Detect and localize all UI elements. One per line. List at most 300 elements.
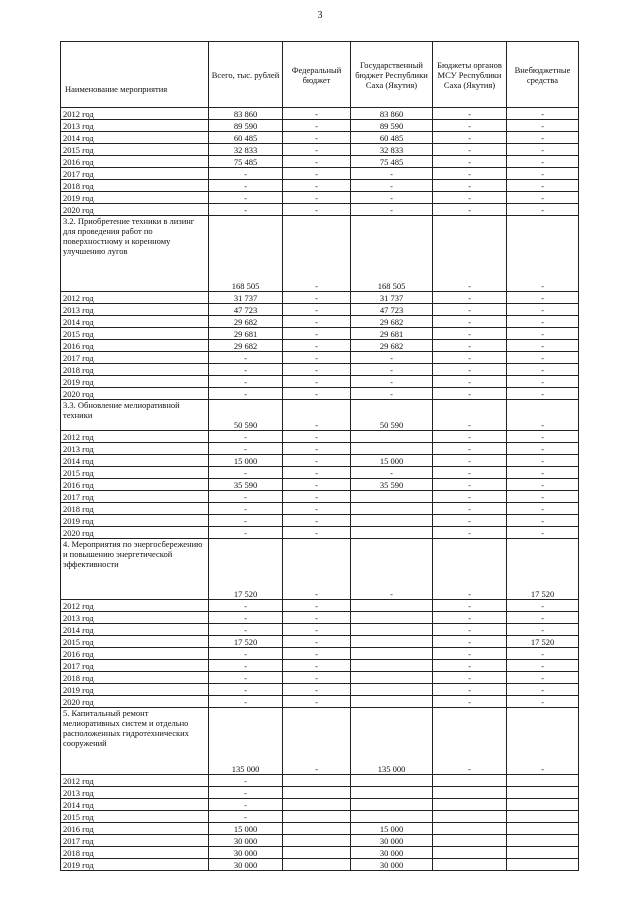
- total-cell: -: [209, 192, 283, 204]
- year-label: 2020 год: [61, 696, 209, 708]
- federal-cell: -: [283, 431, 351, 443]
- year-row: [61, 859, 579, 871]
- msu-cell: -: [433, 503, 507, 515]
- total-cell: -: [209, 696, 283, 708]
- year-label: 2017 год: [61, 660, 209, 672]
- extra-cell: -: [507, 204, 579, 216]
- section-header-row: [61, 539, 579, 600]
- state-cell: [351, 527, 433, 539]
- extra-cell: -: [507, 132, 579, 144]
- msu-cell: -: [433, 340, 507, 352]
- msu-cell: -: [433, 431, 507, 443]
- year-row: [61, 672, 579, 684]
- msu-cell: -: [433, 660, 507, 672]
- total-cell: 83 860: [209, 108, 283, 120]
- federal-cell: -: [283, 108, 351, 120]
- total-cell: -: [209, 376, 283, 388]
- table-body: [61, 108, 579, 871]
- total-cell: -: [209, 672, 283, 684]
- year-row: [61, 192, 579, 204]
- state-cell: 75 485: [351, 156, 433, 168]
- year-row: [61, 467, 579, 479]
- total-cell: -: [209, 503, 283, 515]
- extra-cell: -: [507, 180, 579, 192]
- msu-cell: -: [433, 108, 507, 120]
- msu-cell: -: [433, 600, 507, 612]
- federal-cell: -: [283, 696, 351, 708]
- year-row: [61, 316, 579, 328]
- extra-cell: -: [507, 491, 579, 503]
- total-cell: 47 723: [209, 304, 283, 316]
- year-label: 2020 год: [61, 527, 209, 539]
- total-cell: 29 682: [209, 316, 283, 328]
- total-cell: -: [209, 527, 283, 539]
- state-cell: 30 000: [351, 847, 433, 859]
- year-row: [61, 624, 579, 636]
- total-cell: -: [209, 204, 283, 216]
- year-label: 2019 год: [61, 192, 209, 204]
- year-row: [61, 847, 579, 859]
- year-row: [61, 364, 579, 376]
- year-label: 2013 год: [61, 304, 209, 316]
- year-label: 2019 год: [61, 859, 209, 871]
- msu-cell: -: [433, 636, 507, 648]
- msu-cell: -: [433, 376, 507, 388]
- section-total-cell: 135 000: [209, 708, 283, 775]
- total-cell: -: [209, 180, 283, 192]
- total-cell: -: [209, 491, 283, 503]
- year-label: 2018 год: [61, 180, 209, 192]
- total-cell: 30 000: [209, 835, 283, 847]
- year-row: [61, 292, 579, 304]
- year-label: 2017 год: [61, 352, 209, 364]
- extra-cell: [507, 835, 579, 847]
- extra-cell: -: [507, 624, 579, 636]
- federal-cell: [283, 799, 351, 811]
- federal-cell: -: [283, 204, 351, 216]
- federal-cell: -: [283, 515, 351, 527]
- section-extra-cell: -: [507, 400, 579, 431]
- extra-cell: -: [507, 192, 579, 204]
- state-cell: -: [351, 388, 433, 400]
- msu-cell: -: [433, 364, 507, 376]
- total-cell: -: [209, 515, 283, 527]
- state-cell: 15 000: [351, 823, 433, 835]
- msu-cell: -: [433, 168, 507, 180]
- msu-cell: -: [433, 443, 507, 455]
- year-row: [61, 648, 579, 660]
- total-cell: 30 000: [209, 859, 283, 871]
- total-cell: -: [209, 684, 283, 696]
- total-cell: 17 520: [209, 636, 283, 648]
- msu-cell: [433, 847, 507, 859]
- extra-cell: -: [507, 527, 579, 539]
- year-row: [61, 144, 579, 156]
- year-row: [61, 696, 579, 708]
- section-state-cell: 168 505: [351, 216, 433, 292]
- total-cell: -: [209, 775, 283, 787]
- state-cell: [351, 799, 433, 811]
- federal-cell: [283, 787, 351, 799]
- state-cell: [351, 787, 433, 799]
- msu-cell: -: [433, 156, 507, 168]
- msu-cell: -: [433, 612, 507, 624]
- extra-cell: -: [507, 352, 579, 364]
- extra-cell: [507, 847, 579, 859]
- state-cell: [351, 672, 433, 684]
- federal-cell: [283, 835, 351, 847]
- header-state: Государственный бюджет Республики Саха (Якутия): [351, 42, 433, 108]
- section-federal-cell: -: [283, 216, 351, 292]
- extra-cell: -: [507, 648, 579, 660]
- extra-cell: -: [507, 304, 579, 316]
- msu-cell: -: [433, 292, 507, 304]
- section-title: 4. Мероприятия по энергосбережению и повышению энергетической эффективности: [61, 539, 209, 600]
- extra-cell: -: [507, 156, 579, 168]
- section-federal-cell: -: [283, 708, 351, 775]
- year-row: [61, 799, 579, 811]
- section-header-row: [61, 400, 579, 431]
- section-extra-cell: -: [507, 216, 579, 292]
- state-cell: [351, 503, 433, 515]
- federal-cell: [283, 811, 351, 823]
- state-cell: 29 682: [351, 316, 433, 328]
- total-cell: 15 000: [209, 455, 283, 467]
- total-cell: -: [209, 168, 283, 180]
- header-federal: Федеральный бюджет: [283, 42, 351, 108]
- year-label: 2012 год: [61, 108, 209, 120]
- year-label: 2013 год: [61, 443, 209, 455]
- section-title: 5. Капитальный ремонт мелиоративных систем и отдельно расположенных гидротехнических сооружений: [61, 708, 209, 775]
- msu-cell: -: [433, 684, 507, 696]
- state-cell: 60 485: [351, 132, 433, 144]
- year-label: 2014 год: [61, 316, 209, 328]
- year-label: 2020 год: [61, 388, 209, 400]
- federal-cell: -: [283, 491, 351, 503]
- state-cell: 32 833: [351, 144, 433, 156]
- year-row: [61, 835, 579, 847]
- total-cell: -: [209, 660, 283, 672]
- year-label: 2019 год: [61, 684, 209, 696]
- year-label: 2012 год: [61, 431, 209, 443]
- section-state-cell: 50 590: [351, 400, 433, 431]
- federal-cell: -: [283, 340, 351, 352]
- state-cell: -: [351, 192, 433, 204]
- year-row: [61, 328, 579, 340]
- year-row: [61, 479, 579, 491]
- year-label: 2016 год: [61, 823, 209, 835]
- year-label: 2012 год: [61, 775, 209, 787]
- state-cell: [351, 684, 433, 696]
- state-cell: -: [351, 180, 433, 192]
- msu-cell: -: [433, 204, 507, 216]
- msu-cell: -: [433, 527, 507, 539]
- msu-cell: [433, 787, 507, 799]
- year-label: 2017 год: [61, 491, 209, 503]
- year-row: [61, 600, 579, 612]
- state-cell: 89 590: [351, 120, 433, 132]
- total-cell: -: [209, 811, 283, 823]
- section-msu-cell: -: [433, 539, 507, 600]
- section-msu-cell: -: [433, 708, 507, 775]
- total-cell: -: [209, 787, 283, 799]
- extra-cell: [507, 787, 579, 799]
- year-label: 2015 год: [61, 144, 209, 156]
- section-title: 3.3. Обновление мелиоративной техники: [61, 400, 209, 431]
- total-cell: 89 590: [209, 120, 283, 132]
- msu-cell: -: [433, 144, 507, 156]
- total-cell: -: [209, 648, 283, 660]
- state-cell: -: [351, 352, 433, 364]
- state-cell: [351, 612, 433, 624]
- section-state-cell: -: [351, 539, 433, 600]
- federal-cell: [283, 775, 351, 787]
- federal-cell: -: [283, 624, 351, 636]
- year-row: [61, 455, 579, 467]
- federal-cell: -: [283, 376, 351, 388]
- header-extra: Внебюджетные средства: [507, 42, 579, 108]
- total-cell: 30 000: [209, 847, 283, 859]
- section-federal-cell: -: [283, 400, 351, 431]
- section-total-cell: 17 520: [209, 539, 283, 600]
- state-cell: [351, 624, 433, 636]
- federal-cell: -: [283, 120, 351, 132]
- msu-cell: -: [433, 491, 507, 503]
- total-cell: -: [209, 388, 283, 400]
- header-name: Наименование мероприятия: [61, 42, 209, 108]
- year-label: 2016 год: [61, 479, 209, 491]
- msu-cell: [433, 835, 507, 847]
- header-total: Всего, тыс. рублей: [209, 42, 283, 108]
- year-row: [61, 120, 579, 132]
- year-label: 2019 год: [61, 515, 209, 527]
- year-label: 2014 год: [61, 624, 209, 636]
- msu-cell: -: [433, 304, 507, 316]
- msu-cell: -: [433, 455, 507, 467]
- federal-cell: -: [283, 467, 351, 479]
- year-row: [61, 527, 579, 539]
- year-label: 2016 год: [61, 648, 209, 660]
- total-cell: 29 681: [209, 328, 283, 340]
- year-label: 2013 год: [61, 612, 209, 624]
- extra-cell: -: [507, 292, 579, 304]
- year-label: 2015 год: [61, 467, 209, 479]
- table-header-row: [61, 42, 579, 108]
- state-cell: [351, 811, 433, 823]
- federal-cell: -: [283, 503, 351, 515]
- extra-cell: -: [507, 672, 579, 684]
- year-row: [61, 376, 579, 388]
- federal-cell: -: [283, 192, 351, 204]
- year-row: [61, 684, 579, 696]
- msu-cell: -: [433, 132, 507, 144]
- msu-cell: -: [433, 316, 507, 328]
- total-cell: -: [209, 600, 283, 612]
- state-cell: [351, 648, 433, 660]
- header-msu: Бюджеты органов МСУ Республики Саха (Якутия): [433, 42, 507, 108]
- msu-cell: -: [433, 479, 507, 491]
- year-label: 2016 год: [61, 340, 209, 352]
- year-row: [61, 636, 579, 648]
- year-label: 2014 год: [61, 799, 209, 811]
- federal-cell: -: [283, 304, 351, 316]
- year-label: 2012 год: [61, 600, 209, 612]
- federal-cell: -: [283, 672, 351, 684]
- year-label: 2018 год: [61, 364, 209, 376]
- state-cell: [351, 636, 433, 648]
- year-label: 2013 год: [61, 120, 209, 132]
- msu-cell: -: [433, 180, 507, 192]
- year-label: 2015 год: [61, 811, 209, 823]
- section-msu-cell: -: [433, 216, 507, 292]
- federal-cell: -: [283, 292, 351, 304]
- year-row: [61, 132, 579, 144]
- year-row: [61, 180, 579, 192]
- year-row: [61, 811, 579, 823]
- state-cell: [351, 443, 433, 455]
- extra-cell: [507, 775, 579, 787]
- state-cell: -: [351, 168, 433, 180]
- msu-cell: -: [433, 467, 507, 479]
- federal-cell: -: [283, 479, 351, 491]
- federal-cell: [283, 847, 351, 859]
- year-row: [61, 787, 579, 799]
- section-title: 3.2. Приобретение техники в лизинг для проведения работ по поверхностному и коренному улучшению лугов: [61, 216, 209, 292]
- state-cell: [351, 775, 433, 787]
- year-row: [61, 388, 579, 400]
- total-cell: 15 000: [209, 823, 283, 835]
- year-row: [61, 823, 579, 835]
- extra-cell: -: [507, 503, 579, 515]
- section-extra-cell: -: [507, 708, 579, 775]
- extra-cell: -: [507, 388, 579, 400]
- section-state-cell: 135 000: [351, 708, 433, 775]
- year-row: [61, 443, 579, 455]
- total-cell: 31 737: [209, 292, 283, 304]
- msu-cell: [433, 823, 507, 835]
- state-cell: -: [351, 364, 433, 376]
- year-row: [61, 431, 579, 443]
- year-label: 2018 год: [61, 847, 209, 859]
- extra-cell: -: [507, 328, 579, 340]
- section-total-cell: 168 505: [209, 216, 283, 292]
- year-label: 2012 год: [61, 292, 209, 304]
- msu-cell: -: [433, 515, 507, 527]
- extra-cell: -: [507, 467, 579, 479]
- year-row: [61, 352, 579, 364]
- state-cell: 83 860: [351, 108, 433, 120]
- extra-cell: -: [507, 168, 579, 180]
- extra-cell: -: [507, 316, 579, 328]
- total-cell: 60 485: [209, 132, 283, 144]
- year-row: [61, 503, 579, 515]
- state-cell: 35 590: [351, 479, 433, 491]
- total-cell: -: [209, 624, 283, 636]
- section-header-row: [61, 708, 579, 775]
- year-row: [61, 491, 579, 503]
- federal-cell: -: [283, 156, 351, 168]
- federal-cell: -: [283, 144, 351, 156]
- total-cell: 29 682: [209, 340, 283, 352]
- extra-cell: -: [507, 612, 579, 624]
- state-cell: -: [351, 376, 433, 388]
- msu-cell: [433, 775, 507, 787]
- federal-cell: [283, 859, 351, 871]
- extra-cell: [507, 859, 579, 871]
- extra-cell: -: [507, 660, 579, 672]
- extra-cell: -: [507, 144, 579, 156]
- extra-cell: -: [507, 120, 579, 132]
- year-row: [61, 612, 579, 624]
- year-row: [61, 204, 579, 216]
- year-label: 2017 год: [61, 835, 209, 847]
- state-cell: [351, 515, 433, 527]
- state-cell: 31 737: [351, 292, 433, 304]
- section-federal-cell: -: [283, 539, 351, 600]
- state-cell: [351, 491, 433, 503]
- msu-cell: -: [433, 120, 507, 132]
- extra-cell: [507, 823, 579, 835]
- section-header-row: [61, 216, 579, 292]
- page-number: 3: [317, 10, 323, 21]
- federal-cell: -: [283, 316, 351, 328]
- extra-cell: -: [507, 431, 579, 443]
- section-msu-cell: -: [433, 400, 507, 431]
- extra-cell: -: [507, 696, 579, 708]
- state-cell: 30 000: [351, 835, 433, 847]
- federal-cell: -: [283, 388, 351, 400]
- state-cell: [351, 600, 433, 612]
- year-label: 2015 год: [61, 636, 209, 648]
- year-row: [61, 660, 579, 672]
- extra-cell: -: [507, 364, 579, 376]
- msu-cell: -: [433, 648, 507, 660]
- msu-cell: [433, 811, 507, 823]
- msu-cell: [433, 859, 507, 871]
- total-cell: 32 833: [209, 144, 283, 156]
- total-cell: -: [209, 612, 283, 624]
- msu-cell: -: [433, 624, 507, 636]
- extra-cell: 17 520: [507, 636, 579, 648]
- extra-cell: [507, 811, 579, 823]
- extra-cell: -: [507, 340, 579, 352]
- year-label: 2019 год: [61, 376, 209, 388]
- year-row: [61, 515, 579, 527]
- total-cell: -: [209, 431, 283, 443]
- year-label: 2016 год: [61, 156, 209, 168]
- state-cell: 30 000: [351, 859, 433, 871]
- msu-cell: -: [433, 328, 507, 340]
- extra-cell: -: [507, 684, 579, 696]
- year-row: [61, 775, 579, 787]
- year-row: [61, 156, 579, 168]
- total-cell: -: [209, 364, 283, 376]
- year-row: [61, 108, 579, 120]
- federal-cell: -: [283, 168, 351, 180]
- section-extra-cell: 17 520: [507, 539, 579, 600]
- federal-cell: -: [283, 612, 351, 624]
- federal-cell: -: [283, 455, 351, 467]
- state-cell: 29 681: [351, 328, 433, 340]
- msu-cell: -: [433, 388, 507, 400]
- state-cell: -: [351, 467, 433, 479]
- federal-cell: -: [283, 328, 351, 340]
- state-cell: [351, 431, 433, 443]
- federal-cell: -: [283, 132, 351, 144]
- extra-cell: -: [507, 515, 579, 527]
- extra-cell: -: [507, 108, 579, 120]
- federal-cell: -: [283, 443, 351, 455]
